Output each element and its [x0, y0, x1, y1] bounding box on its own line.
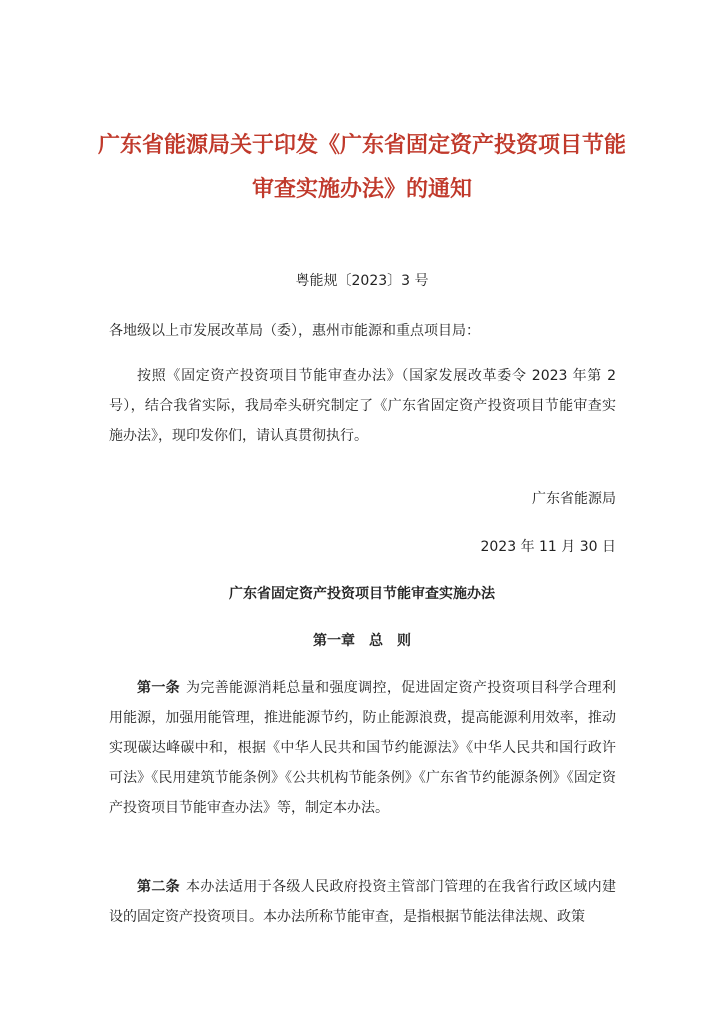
document-number: 粤能规〔2023〕3 号: [295, 273, 429, 289]
article-2-text: 本办法适用于各级人民政府投资主管部门管理的在我省行政区域内建设的固定资产投资项目。本办法所称节能审查，是指根据节能法律法规、政策: [109, 879, 616, 925]
document-title: 广东省能源局关于印发《广东省固定资产投资项目节能审查实施办法》的通知: [97, 133, 626, 202]
notice-body: 按照《固定资产投资项目节能审查办法》（国家发展改革委令 2023 年第 2 号），结合我省实际，我局牵头研究制定了《广东省固定资产投资项目节能审查实施办法》，现印发你们，请认真贯彻执行。: [109, 368, 616, 444]
article-1-text: 为完善能源消耗总量和强度调控，促进固定资产投资项目科学合理利用能源，加强用能管理，推进能源节约，防止能源浪费，提高能源利用效率，推动实现碳达峰碳中和，根据《中华人民共和国节约能源法》《中华人民共和国行政许可法》《民用建筑节能条例》《公共机构节能条例》《广东省节约能源条例》《固定资产投资项目节能审查办法》等，制定本办法。: [109, 680, 616, 816]
recipients: 各地级以上市发展改革局（委），惠州市能源和重点项目局：: [109, 323, 480, 339]
article-2: [109, 872, 616, 932]
article-2-label: 第二条: [137, 879, 181, 895]
article-1-label: 第一条: [137, 680, 181, 696]
measures-title: 广东省固定资产投资项目节能审查实施办法: [229, 586, 495, 602]
chapter-title: 第一章 总 则: [313, 633, 411, 649]
issue-date: 2023 年 11 月 30 日: [480, 539, 616, 555]
article-1: [109, 673, 616, 823]
issuer: 广东省能源局: [532, 491, 616, 507]
